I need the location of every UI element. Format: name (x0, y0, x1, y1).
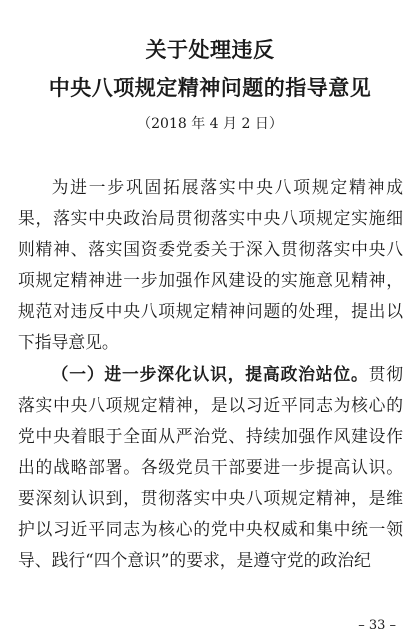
document-body (18, 172, 403, 576)
page-number: – 33 – (358, 618, 396, 633)
paragraph-intro-text: 为进一步巩固拓展落实中央八项规定精神成果，落实中央政治局贯彻落实中央八项规定实施细则精神、落实国资委党委关于深入贯彻落实中央八项规定精神进一步加强作风建设的实施意见精神，规范对违反中央八项规定精神问题的处理，提出以下指导意见。 (18, 177, 403, 353)
section-1-text: 贯彻落实中央八项规定精神，是以习近平同志为核心的党中央着眼于全面从严治党、持续加强作风建设作出的战略部署。各级党员干部要进一步提高认识。要深刻认识到，贯彻落实中央八项规定精神，是维护以习近平同志为核心的党中央权威和集中统一领导、践行“四个意识”的要求，是遵守党的政治纪 (18, 363, 403, 571)
document-title-line-1: 关于处理违反 (145, 38, 275, 62)
paragraph-intro (18, 172, 403, 359)
document-title-line-2: 中央八项规定精神问题的指导意见 (48, 76, 372, 100)
section-1-heading: （一）进一步深化认识，提高政治站位。 (51, 363, 369, 384)
paragraph-section-1 (18, 359, 403, 577)
document-date: （2018 年 4 月 2 日） (137, 116, 283, 132)
